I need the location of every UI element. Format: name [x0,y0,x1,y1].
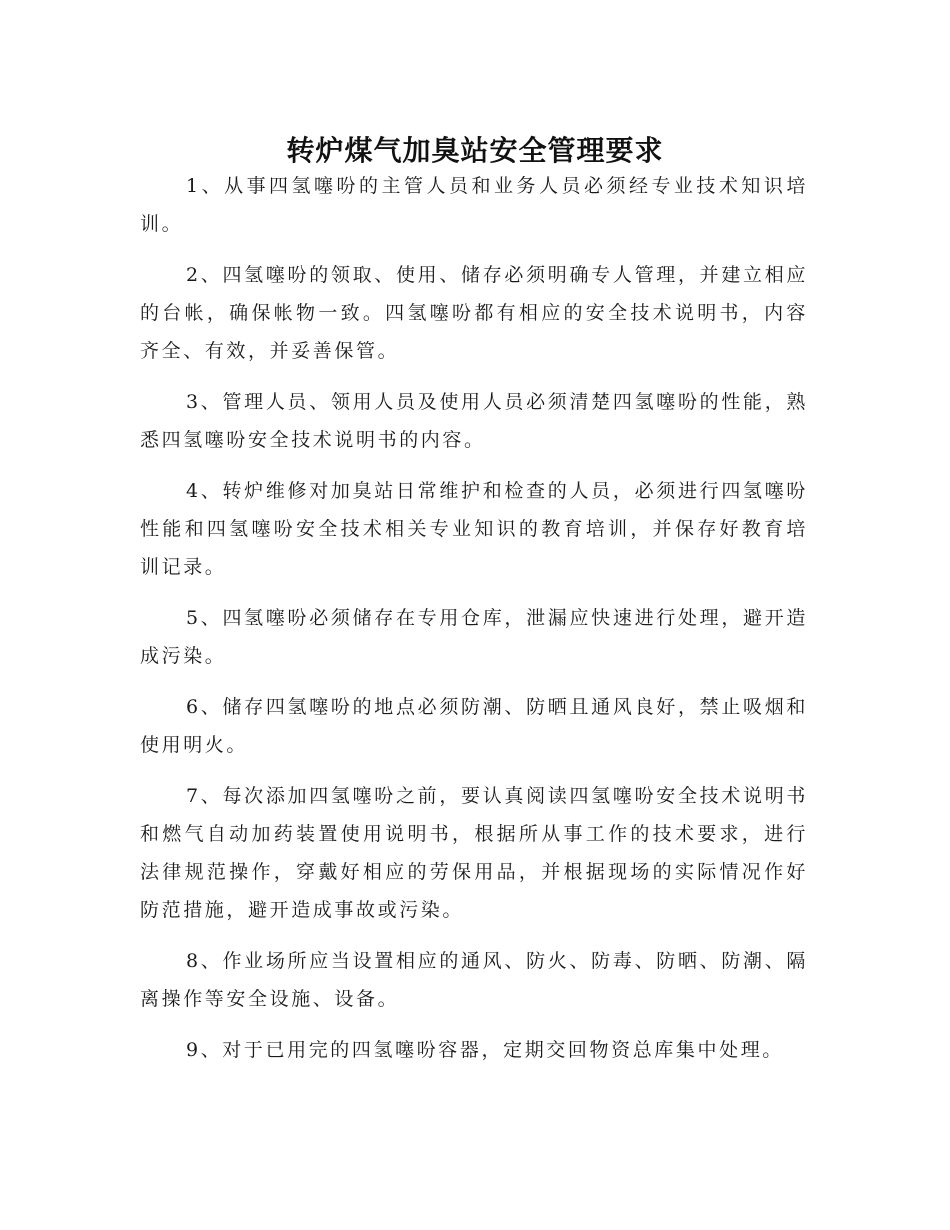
document-body [140,167,808,1082]
paragraph-5: 5、四氢噻吩必须储存在专用仓库，泄漏应快速进行处理，避开造成污染。 [140,607,808,667]
paragraph-8: 8、作业场所应当设置相应的通风、防火、防毒、防晒、防潮、隔离操作等安全设施、设备。 [140,950,808,1010]
paragraph-3: 3、管理人员、领用人员及使用人员必须清楚四氢噻吩的性能，熟悉四氢噻吩安全技术说明书的内容。 [140,391,808,451]
paragraph-2: 2、四氢噻吩的领取、使用、储存必须明确专人管理，并建立相应的台帐，确保帐物一致。四氢噻吩都有相应的安全技术说明书，内容齐全、有效，并妥善保管。 [140,264,808,362]
paragraph-6: 6、储存四氢噻吩的地点必须防潮、防晒且通风良好，禁止吸烟和使用明火。 [140,696,808,756]
paragraph-7: 7、每次添加四氢噻吩之前，要认真阅读四氢噻吩安全技术说明书和燃气自动加药装置使用说明书，根据所从事工作的技术要求，进行法律规范操作，穿戴好相应的劳保用品，并根据现场的实际情况作好防范措施，避开造成事故或污染。 [140,785,808,921]
document-title: 转炉煤气加臭站安全管理要求 [286,133,664,167]
paragraph-1: 1、从事四氢噻吩的主管人员和业务人员必须经专业技术知识培训。 [140,175,808,235]
paragraph-4: 4、转炉维修对加臭站日常维护和检查的人员，必须进行四氢噻吩性能和四氢噻吩安全技术相关专业知识的教育培训，并保存好教育培训记录。 [140,480,808,578]
paragraph-9: 9、对于已用完的四氢噻吩容器，定期交回物资总库集中处理。 [186,1039,784,1061]
